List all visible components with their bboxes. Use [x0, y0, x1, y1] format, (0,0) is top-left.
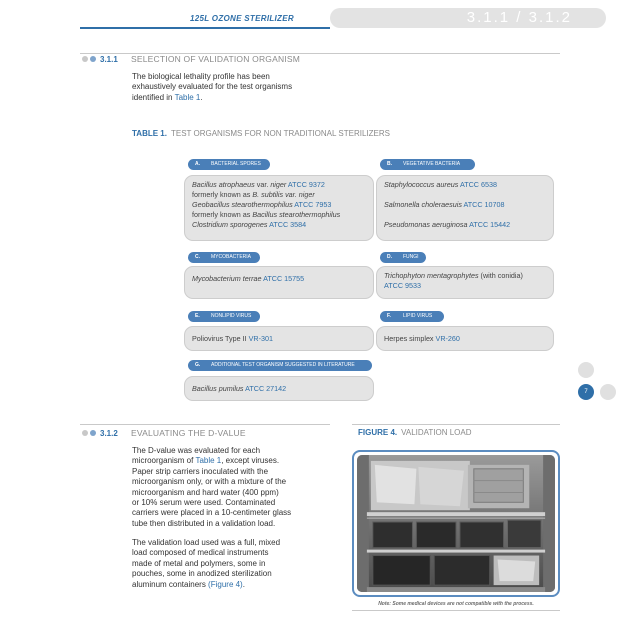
section-paragraph: The biological lethality profile has been exhaustively evaluated for the test organisms identified in Table 1.: [132, 72, 293, 102]
cell-additional-organism: Bacillus pumilus ATCC 27142: [184, 376, 374, 401]
cell-nonlipid-virus: Poliovirus Type II VR-301: [184, 326, 374, 351]
figure-4-link[interactable]: (Figure 4): [208, 579, 243, 589]
section-divider: [80, 424, 330, 425]
tag-bacterial-spores: A. BACTERIAL SPORES: [188, 159, 270, 170]
section-number: 3.1.1: [100, 55, 118, 64]
tag-fungi: D. FUNGI: [380, 252, 426, 263]
section-paragraph: The D-value was evaluated for each microorganism of Table 1, except viruses. Paper strip carriers inoculated with the microorganism only, or with a mixture of the microorganism and hard water (400 ppm) or 10% serum were used. Contaminated carriers were placed in a 10-centimeter glass tube then distributed in a validation load.: [132, 446, 292, 528]
bullet-dot: [90, 430, 96, 436]
figure-photo: [352, 450, 560, 597]
section-paragraph: The validation load used was a full, mixed load composed of medical instruments made of metal and polymers, some in pouches, some in anodized sterilization aluminum containers (Figure 4).: [132, 538, 281, 589]
cell-lipid-virus: Herpes simplex VR-260: [376, 326, 554, 351]
figure-caption: FIGURE 4. VALIDATION LOAD: [358, 428, 472, 437]
header-rule: [80, 27, 330, 29]
section-title: EVALUATING THE D-VALUE: [131, 428, 246, 438]
document-title: 125L OZONE STERILIZER: [190, 14, 294, 23]
cell-fungi: Trichophyton mentagrophytes (with conidia) ATCC 9533: [376, 266, 554, 299]
section-title: SELECTION OF VALIDATION ORGANISM: [131, 54, 301, 64]
figure-bottom-rule: [352, 610, 560, 611]
tag-lipid-virus: F. LIPID VIRUS: [380, 311, 444, 322]
validation-load-photo: [357, 455, 555, 592]
cell-bacterial-spores: Bacillus atrophaeus var. niger ATCC 9372 formerly known as B. subtilis var. niger Geobacillus stearothermophilus ATCC 7953 formerly known as Bacillus stearothermophilus Clostridium sporogenes ATCC 3584: [184, 175, 374, 241]
section-number: 3.1.2: [100, 429, 118, 438]
bullet-dot: [82, 56, 88, 62]
page-number: 7: [578, 384, 594, 400]
cell-vegetative-bacteria: Staphylococcus aureus ATCC 6538 Salmonella choleraesuis ATCC 10708 Pseudomonas aeruginosa ATCC 15442: [376, 175, 554, 241]
page-marker-dot: [578, 362, 594, 378]
table-1-link[interactable]: Table 1: [174, 92, 201, 102]
page-marker-dot: [600, 384, 616, 400]
table-1-link[interactable]: Table 1: [195, 456, 222, 466]
tag-nonlipid-virus: E. NONLIPID VIRUS: [188, 311, 260, 322]
tag-vegetative-bacteria: B. VEGETATIVE BACTERIA: [380, 159, 475, 170]
bullet-dot: [90, 56, 96, 62]
tag-mycobacteria: C. MYCOBACTERIA: [188, 252, 260, 263]
section-ref: 3.1.1 / 3.1.2: [466, 9, 572, 26]
section-ref-pill: [330, 8, 606, 28]
tag-additional-organism: G. ADDITIONAL TEST ORGANISM SUGGESTED IN LITERATURE: [188, 360, 372, 371]
bullet-dot: [82, 430, 88, 436]
figure-divider: [352, 424, 560, 425]
table-caption: TABLE 1. TEST ORGANISMS FOR NON TRADITIONAL STERILIZERS: [132, 129, 390, 138]
figure-note: Note: Some medical devices are not compatible with the process.: [378, 601, 534, 607]
cell-mycobacteria: Mycobacterium terrae ATCC 15755: [184, 266, 374, 299]
